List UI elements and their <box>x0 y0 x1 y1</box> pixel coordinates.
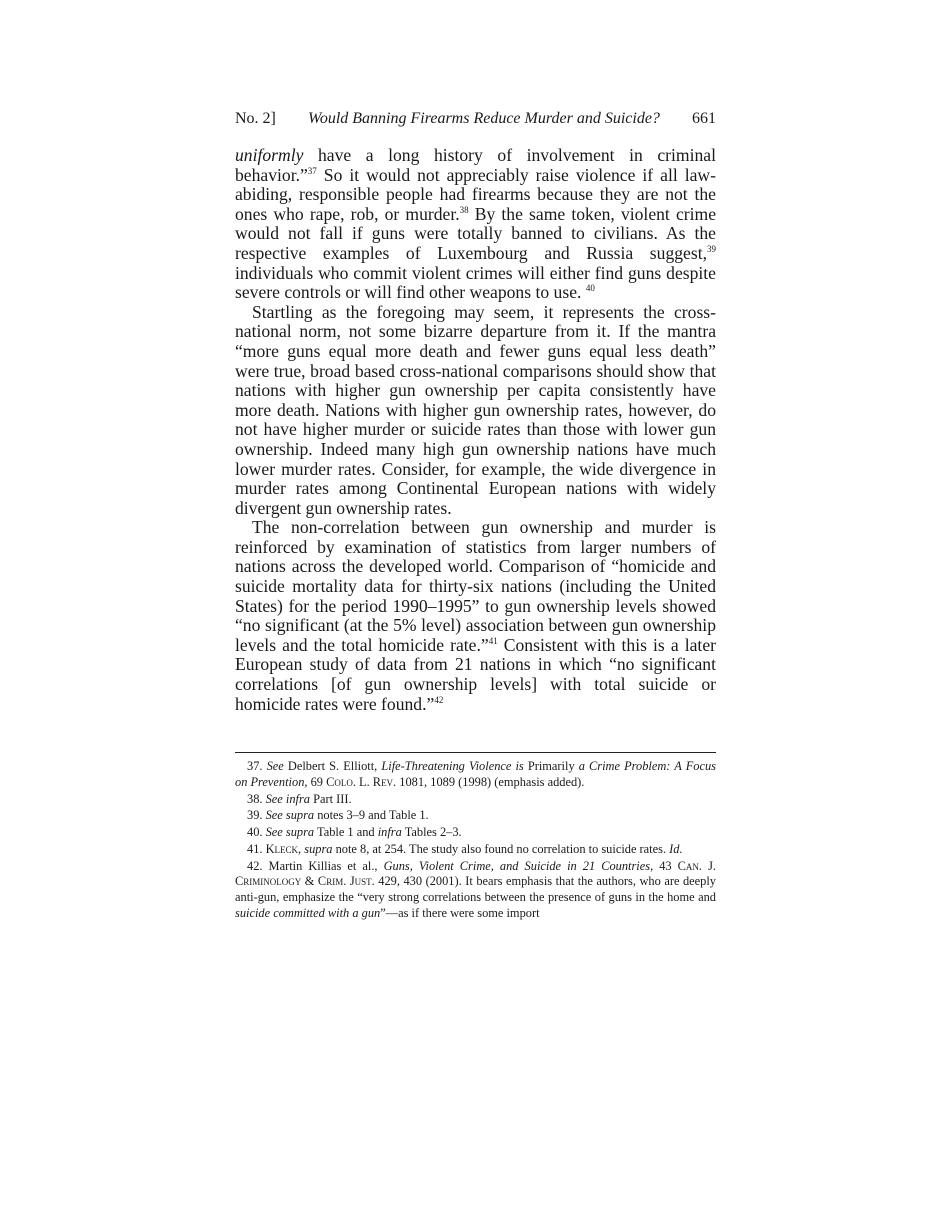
footnote-ref-39[interactable]: 39 <box>707 244 716 255</box>
footnote-number: 40. <box>247 825 266 840</box>
footnote-number: 39. <box>247 808 266 823</box>
text-span: Primarily <box>523 759 579 774</box>
text-span: have a long history of involvement in criminal behavior.” <box>235 145 716 185</box>
citation-signal: See <box>266 759 284 774</box>
footnote-41 <box>235 842 716 858</box>
footnote-37 <box>235 759 716 790</box>
text-span: Delbert S. Elliott, <box>283 759 382 774</box>
footnote-42 <box>235 859 716 921</box>
footnote-number: 41. <box>247 841 266 856</box>
citation-signal: Id. <box>669 841 683 856</box>
article-title: Life-Threatening Violence is <box>381 759 524 774</box>
footnote-number: 42. <box>247 858 269 873</box>
footnote-39 <box>235 808 716 824</box>
citation-signal: See infra <box>265 791 310 806</box>
text-span: , 69 <box>304 774 327 789</box>
header-title: Would Banning Firearms Reduce Murder and Suicide? <box>307 110 660 127</box>
paragraph-1 <box>235 146 716 303</box>
citation-signal: infra <box>377 825 402 840</box>
text-span: , <box>298 841 305 856</box>
text-span: The non-correlation between gun ownership and murder is reinforced by examination of statistics from larger numbers of nations across the developed world. Comparison of “homicide and suicide mortality data for thirty-six nations (including the United States) for the period 1990–1995” to gun ownership levels showed “no significant (at the 5% level) association between gun ownership levels and the total homicide rate.” <box>235 517 716 655</box>
text-span: Consistent with this is a later European study of data from 21 nations in which “no significant correlations [of gun ownership levels] with total suicide or homicide rates were found.” <box>235 634 716 714</box>
page <box>235 108 716 922</box>
footnote-ref-40[interactable]: 40 <box>585 283 595 294</box>
text-span: Table 1 and <box>314 825 378 840</box>
footnote-divider <box>235 752 716 753</box>
text-span: Tables 2–3. <box>401 825 462 840</box>
emphasis-text: uniformly <box>235 145 304 165</box>
footnote-40 <box>235 825 716 841</box>
footnote-ref-37[interactable]: 37 <box>307 165 317 176</box>
text-span: 429, 430 (2001). It bears emphasis that the authors, who are deeply anti-gun, emphasize the “very strong correlations between the presence of guns in the home and <box>235 874 716 904</box>
text-span: , 43 <box>650 858 678 873</box>
page-number: 661 <box>692 110 716 127</box>
text-span: notes 3–9 and Table 1. <box>314 808 429 823</box>
article-title: Guns, Violent Crime, and Suicide in 21 Countries <box>383 858 651 873</box>
text-span: By the same token, violent crime would not fall if guns were totally banned to civilians. As the respective examples of Luxembourg and Russia suggest, <box>235 203 716 263</box>
emphasis-text: suicide committed with a gun <box>235 905 381 920</box>
text-span: Part III. <box>309 791 352 806</box>
text-span: note 8, at 254. The study also found no correlation to suicide rates. <box>332 841 670 856</box>
footnote-ref-41[interactable]: 41 <box>488 635 498 646</box>
citation-signal: See supra <box>265 808 315 823</box>
text-span: Martin Killias et al., <box>268 858 384 873</box>
citation-signal: See supra <box>265 825 315 840</box>
text-span: 1081, 1089 (1998) (emphasis added). <box>396 774 585 789</box>
main-text <box>235 146 716 714</box>
footnotes <box>235 759 716 921</box>
footnote-number: 38. <box>247 791 266 806</box>
journal-name: Can. J. Criminology & Crim. Just. <box>235 858 716 889</box>
article-title: a Crime Problem: A Focus on Prevention <box>235 759 716 789</box>
footnote-number: 37. <box>247 759 267 774</box>
text-span: ”—as if there were some import <box>380 905 540 920</box>
paragraph-2: Startling as the foregoing may seem, it represents the cross-national norm, not some bizarre departure from it. If the mantra “more guns equal more death and fewer guns equal less death” were true, broad based cross-national comparisons should show that nations with higher gun ownership per capita consistently have more death. Nations with higher gun ownership rates, however, do not have higher murder or suicide rates than those with lower gun ownership. Indeed many high gun ownership nations have much lower murder rates. Consider, for example, the wide divergence in murder rates among Continental European nations with widely divergent gun ownership rates. <box>235 301 716 518</box>
text-span: individuals who commit violent crimes will either find guns despite severe controls or will find other weapons to use. <box>235 262 716 303</box>
header-issue: No. 2] <box>235 110 276 127</box>
journal-name: Colo. L. Rev. <box>326 774 397 789</box>
text-span: So it would not appreciably raise violence if all law-abiding, responsible people had firearms because they are not the ones who rape, rob, or murder. <box>235 164 716 224</box>
footnote-ref-42[interactable]: 42 <box>434 694 444 705</box>
footnote-38 <box>235 792 716 808</box>
footnote-ref-38[interactable]: 38 <box>459 204 469 215</box>
author-name: Kleck <box>265 841 299 856</box>
paragraph-3 <box>235 518 716 714</box>
running-header <box>235 108 716 130</box>
citation-signal: supra <box>304 841 333 856</box>
